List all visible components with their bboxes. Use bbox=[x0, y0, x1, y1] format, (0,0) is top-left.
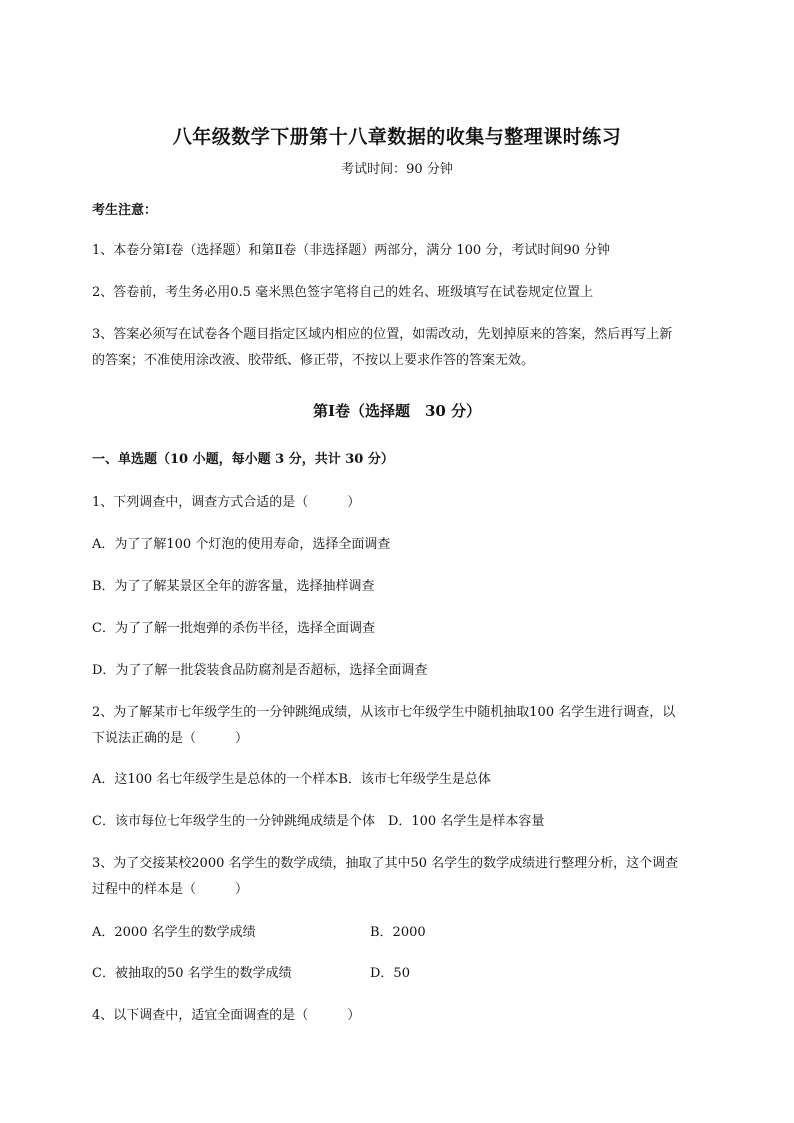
notice-item-2: 2、答卷前，考生务必用0.5 毫米黑色签字笔将自己的姓名、班级填写在试卷规定位置上 bbox=[92, 285, 594, 300]
q1-option-c: C．为了了解一批炮弹的杀伤半径，选择全面调查 bbox=[92, 621, 375, 636]
notice-item-1: 1、本卷分第Ⅰ卷（选择题）和第Ⅱ卷（非选择题）两部分，满分 100 分，考试时间90 分钟 bbox=[92, 243, 610, 258]
notice-item-3: 3、答案必须写在试卷各个题目指定区域内相应的位置，如需改动，先划掉原来的答案，然后再写上新 bbox=[92, 327, 673, 342]
q1-option-a: A．为了了解100 个灯泡的使用寿命，选择全面调查 bbox=[92, 537, 391, 552]
section-heading: 一、单选题（10 小题，每小题 3 分，共计 30 分） bbox=[92, 452, 394, 467]
q2-stem-line2: 下说法正确的是（ ） bbox=[92, 731, 249, 746]
q3-stem-line1: 3、为了交接某校2000 名学生的数学成绩，抽取了其中50 名学生的数学成绩进行整理分析，这个调查 bbox=[92, 856, 679, 871]
notice-item-3-cont: 的答案；不准使用涂改液、胶带纸、修正带，不按以上要求作答的答案无效。 bbox=[92, 353, 535, 368]
q3-option-b: B．2000 bbox=[370, 925, 426, 940]
q3-option-c: C．被抽取的50 名学生的数学成绩 bbox=[92, 966, 292, 981]
q3-option-d: D．50 bbox=[370, 966, 410, 981]
q2-stem-line1: 2、为了解某市七年级学生的一分钟跳绳成绩，从该市七年级学生中随机抽取100 名学生进行调查，以 bbox=[92, 705, 676, 720]
exam-time: 考试时间：90 分钟 bbox=[341, 162, 453, 177]
q3-option-a: A．2000 名学生的数学成绩 bbox=[92, 925, 256, 940]
q2-options-cd: C．该市每位七年级学生的一分钟跳绳成绩是个体 D．100 名学生是样本容量 bbox=[92, 814, 545, 829]
notice-heading: 考生注意： bbox=[92, 203, 158, 218]
q4-stem: 4、以下调查中，适宜全面调查的是（ ） bbox=[92, 1008, 361, 1023]
q1-stem: 1、下列调查中，调查方式合适的是（ ） bbox=[92, 495, 361, 510]
part1-title: 第Ⅰ卷（选择题 30 分） bbox=[312, 402, 482, 420]
q2-options-ab: A．这100 名七年级学生是总体的一个样本B．该市七年级学生是总体 bbox=[92, 772, 491, 787]
q3-stem-line2: 过程中的样本是（ ） bbox=[92, 882, 249, 897]
q1-option-b: B．为了了解某景区全年的游客量，选择抽样调查 bbox=[92, 579, 375, 594]
page-title: 八年级数学下册第十八章数据的收集与整理课时练习 bbox=[172, 126, 622, 148]
q1-option-d: D．为了了解一批袋装食品防腐剂是否超标，选择全面调查 bbox=[92, 663, 428, 678]
